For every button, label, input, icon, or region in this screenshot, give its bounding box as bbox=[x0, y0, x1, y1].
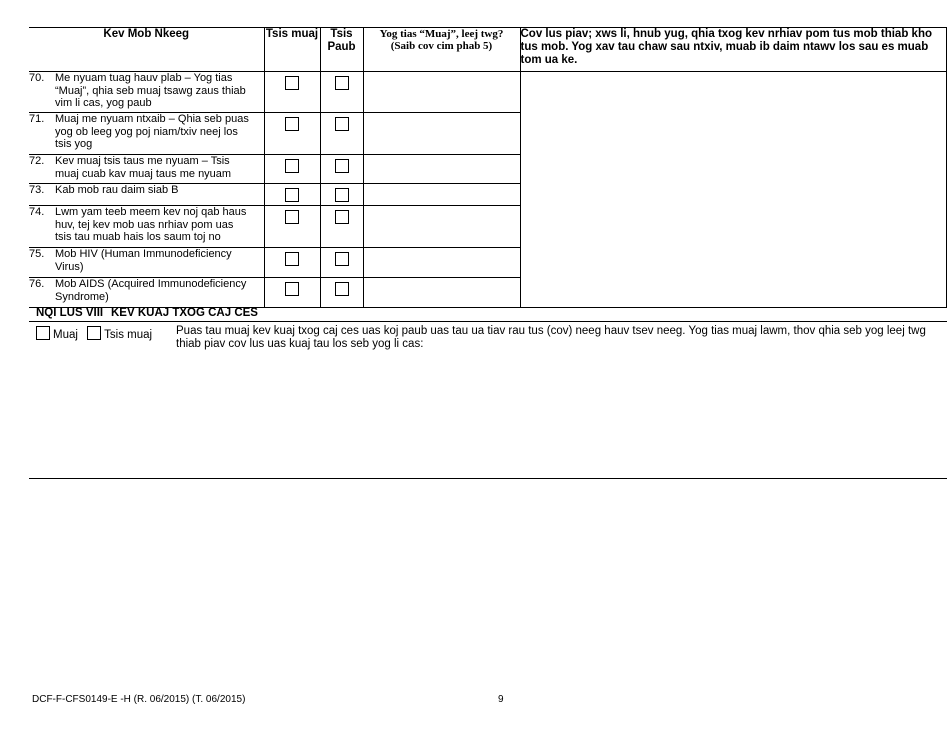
checkbox-no-75[interactable] bbox=[285, 252, 299, 266]
genetic-testing-options bbox=[36, 326, 158, 341]
field-who-76[interactable] bbox=[363, 278, 520, 308]
table-row-72 bbox=[29, 155, 264, 184]
checkbox-no-72[interactable] bbox=[285, 159, 299, 173]
row-label: Kev muaj tsis taus me nyuam – Tsis muaj cuab kav muaj taus me nyuam bbox=[55, 155, 232, 180]
checkbox-no-70[interactable] bbox=[285, 76, 299, 90]
header-if-yes bbox=[363, 28, 520, 72]
checkbox-unknown-74[interactable] bbox=[335, 210, 349, 224]
row-number: 72. bbox=[29, 155, 45, 167]
header-if-yes-title: Yog tias “Muaj”, leej twg? bbox=[379, 28, 504, 40]
table-row-73 bbox=[29, 184, 264, 206]
checkbox-yes[interactable] bbox=[36, 326, 50, 340]
row-label: Lwm yam teeb meem kev noj qab haus huv, tej kev mob uas nrhiav pom uas tsis tau muab hais los saum toj no bbox=[55, 206, 247, 243]
checkbox-no-71[interactable] bbox=[285, 117, 299, 131]
field-who-75[interactable] bbox=[363, 248, 520, 278]
field-who-74[interactable] bbox=[363, 206, 520, 248]
header-if-yes-note: (Saib cov cim phab 5) bbox=[390, 40, 493, 52]
table-row-71 bbox=[29, 113, 264, 155]
answer-area-divider bbox=[29, 478, 947, 479]
row-number: 74. bbox=[29, 206, 45, 218]
comments-field[interactable] bbox=[520, 72, 947, 308]
header-condition: Kev Mob Nkeeg bbox=[29, 28, 264, 72]
checkbox-unknown-72[interactable] bbox=[335, 159, 349, 173]
checkbox-no-76[interactable] bbox=[285, 282, 299, 296]
field-who-72[interactable] bbox=[363, 155, 520, 184]
genetic-testing-question: Puas tau muaj kev kuaj txog caj ces uas koj paub uas tau ua tiav rau tus (cov) neeg hauv tsev neeg. Yog tias muaj lawm, thov qhia seb yog leej twg thiab piav cov lus uas kuaj tau los seb yog li cas: bbox=[176, 325, 926, 350]
field-who-70[interactable] bbox=[363, 72, 520, 113]
checkbox-unknown-70[interactable] bbox=[335, 76, 349, 90]
row-label: Me nyuam tuag hauv plab – Yog tias “Muaj”, qhia seb muaj tsawg zaus thiab vim li cas, yog paub bbox=[55, 72, 246, 109]
checkbox-no-73[interactable] bbox=[285, 188, 299, 202]
section-header bbox=[29, 306, 947, 322]
option-no-label: Tsis muaj bbox=[104, 329, 153, 341]
checkbox-unknown-76[interactable] bbox=[335, 282, 349, 296]
form-id: DCF-F-CFS0149-E -H (R. 06/2015) (T. 06/2015) bbox=[32, 694, 246, 705]
row-number: 76. bbox=[29, 278, 45, 290]
header-no: Tsis muaj bbox=[264, 28, 320, 72]
table-row-76 bbox=[29, 278, 264, 308]
checkbox-unknown-75[interactable] bbox=[335, 252, 349, 266]
row-label: Kab mob rau daim siab B bbox=[55, 184, 179, 196]
section-number: NQI LUS VIII bbox=[36, 307, 104, 319]
row-number: 70. bbox=[29, 72, 45, 84]
checkbox-no[interactable] bbox=[87, 326, 101, 340]
row-label: Mob HIV (Human Immunodeficiency Virus) bbox=[55, 248, 232, 273]
row-number: 75. bbox=[29, 248, 45, 260]
checkbox-no-74[interactable] bbox=[285, 210, 299, 224]
table-row-75 bbox=[29, 248, 264, 278]
field-who-73[interactable] bbox=[363, 184, 520, 206]
table-row-70 bbox=[29, 72, 264, 113]
section-title: KEV KUAJ TXOG CAJ CES bbox=[111, 307, 258, 319]
row-number: 71. bbox=[29, 113, 45, 125]
header-unknown: Tsis Paub bbox=[320, 28, 363, 72]
row-label: Mob AIDS (Acquired Immunodeficiency Syndrome) bbox=[55, 278, 247, 303]
option-yes-label: Muaj bbox=[53, 329, 78, 341]
header-comments: Cov lus piav; xws li, hnub yug, qhia txog kev nrhiav pom tus mob thiab kho tus mob. Yog xav tau chaw sau ntxiv, muab ib daim ntawv los sau es muab tom ua ke. bbox=[520, 28, 947, 72]
page-number: 9 bbox=[498, 694, 504, 705]
checkbox-unknown-71[interactable] bbox=[335, 117, 349, 131]
table-row-74 bbox=[29, 206, 264, 248]
field-who-71[interactable] bbox=[363, 113, 520, 155]
row-label: Muaj me nyuam ntxaib – Qhia seb puas yog ob leeg yog poj niam/txiv neej los tsis yog bbox=[55, 113, 249, 150]
row-number: 73. bbox=[29, 184, 45, 196]
medical-history-table bbox=[29, 27, 947, 308]
checkbox-unknown-73[interactable] bbox=[335, 188, 349, 202]
